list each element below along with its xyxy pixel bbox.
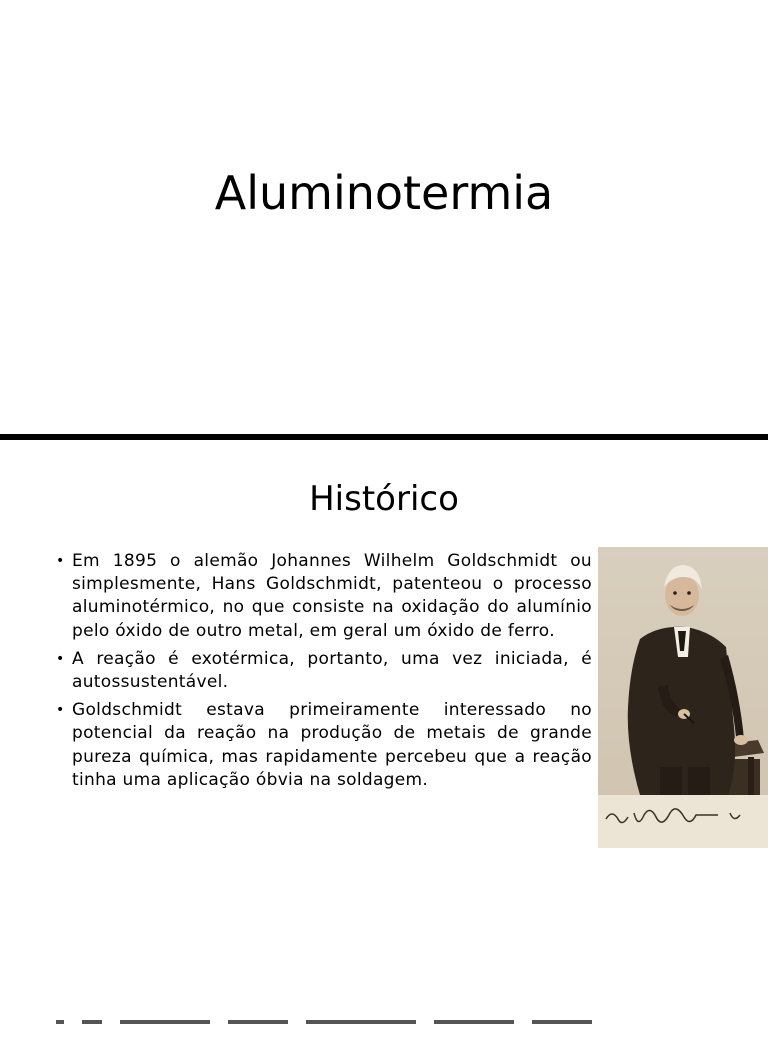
bullet-item [56, 699, 592, 792]
bullet-item [56, 550, 592, 643]
bullet-dot-icon: • [56, 553, 65, 569]
portrait-illustration [598, 547, 768, 848]
portrait-photo [598, 547, 768, 848]
title-slide [0, 0, 768, 434]
bullet-list [56, 550, 592, 797]
bullet-dot-icon: • [56, 650, 65, 667]
bullet-text: Goldschmidt estava primeiramente interessado no potencial da reação na produção de metais de grande pureza química, mas rapidamente percebeu que a reação tinha uma aplicação óbvia na soldagem. [72, 700, 592, 790]
bullet-text: Em 1895 o alemão Johannes Wilhelm Goldschmidt ou simplesmente, Hans Goldschmidt, patenteou o processo aluminotérmico, no que consiste na oxidação do alumínio pelo óxido de outro metal, em geral um óxido de ferro. [72, 551, 592, 641]
bullet-item [56, 648, 592, 694]
bullet-dot-icon: • [56, 702, 65, 719]
section-heading: Histórico [309, 479, 459, 519]
history-slide [0, 440, 768, 1040]
bullet-text: A reação é exotérmica, portanto, uma vez iniciada, é autossustentável. [72, 648, 592, 693]
slide-title: Aluminotermia [214, 166, 554, 220]
